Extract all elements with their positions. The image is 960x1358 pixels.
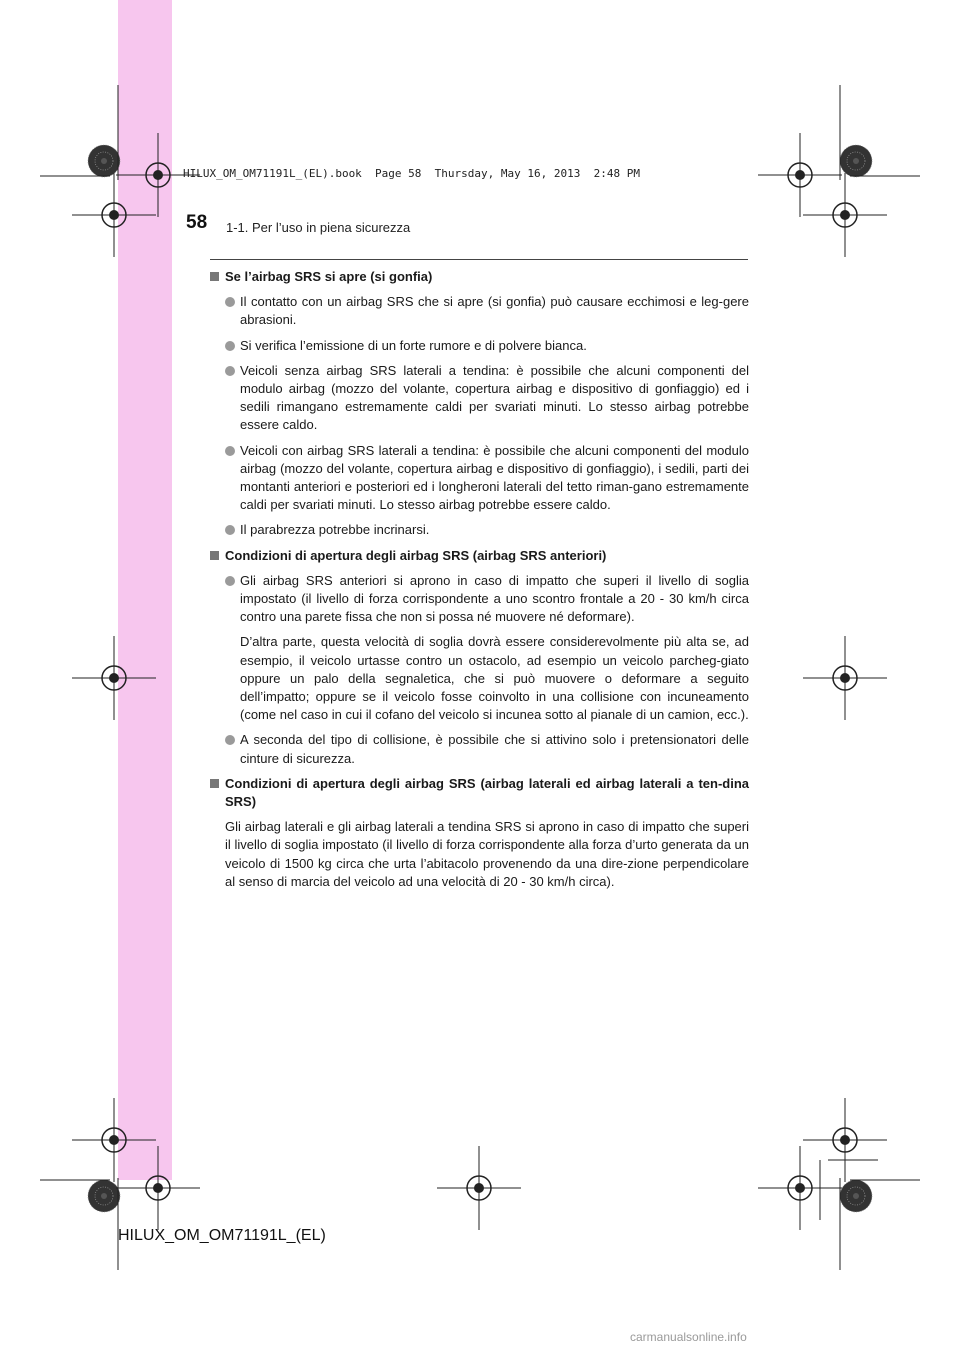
crosshair-icon [437,1146,521,1230]
list-item: Il contatto con un airbag SRS che si apre (si gonfia) può causare ecchimosi e leg-gere abrasioni. [225,293,749,329]
crosshair-icon [758,133,842,217]
crosshair-icon [758,1146,842,1230]
round-bullet-icon [225,525,235,535]
square-bullet-icon [210,551,219,560]
section-heading: Condizioni di apertura degli airbag SRS (airbag laterali ed airbag laterali a ten-dina SRS) [210,775,749,811]
crosshair-icon [803,173,887,257]
running-head: 1-1. Per l’uso in piena sicurezza [226,220,411,235]
round-bullet-icon [225,297,235,307]
section-heading: Se l’airbag SRS si apre (si gonfia) [210,268,749,286]
page-number: 58 [186,212,208,233]
list-item: A seconda del tipo di collisione, è possibile che si attivino solo i pretensionatori delle cinture di sicurezza. [225,731,749,767]
crosshair-icon [72,173,156,257]
list-item-continuation: D’altra parte, questa velocità di soglia dovrà essere considerevolmente più alta se, ad esempio, il veicolo urtasse contro un ostacolo, ad esempio un veicolo parcheg-giato oppure un palo della segnaletica, che si può muovere o deformare a seguito dell’impatto; oppure se il veicolo fosse coinvolto in una collisione con incuneamento (come nel caso in cui il cofano del veicolo si incunea sotto al pianale di un camion, ecc.). [240,634,749,723]
list-item: Il parabrezza potrebbe incrinarsi. [225,521,749,539]
round-bullet-icon [225,341,235,351]
list-item: Veicoli senza airbag SRS laterali a tendina: è possibile che alcuni componenti del modulo airbag (mozzo del volante, copertura airbag e dispositivo di gonfiaggio) ed i sedili rimangano estremamente caldi per svariati minuti. Lo stesso airbag potrebbe essere caldo. [225,362,749,435]
footer-code: HILUX_OM_OM71191L_(EL) [118,1227,326,1244]
list-item: Gli airbag SRS anteriori si aprono in caso di impatto che superi il livello di soglia impostato (il livello di forza corrispondente a uno scontro frontale a 20 - 30 km/h circa contro una parete fissa che non si possa né muovere né deformare). [225,572,749,627]
print-stamp: HILUX_OM_OM71191L_(EL).book Page 58 Thursday, May 16, 2013 2:48 PM [183,167,640,180]
registration-wheel-icon [840,145,872,177]
header-rule [210,259,748,260]
round-bullet-icon [225,576,235,586]
list-item: Veicoli con airbag SRS laterali a tendina: è possibile che alcuni componenti del modulo airbag (mozzo del volante, copertura airbag e dispositivo di gonfiaggio), i sedili, parti dei montanti anteriori e posteriori ed i longheroni laterali del tetto riman-gano estremamente caldi per svariati minuti. Lo stesso airbag potrebbe essere caldo. [225,442,749,515]
round-bullet-icon [225,446,235,456]
square-bullet-icon [210,272,219,281]
crosshair-icon [803,636,887,720]
section-paragraph: Gli airbag laterali e gli airbag laterali a tendina SRS si aprono in caso di impatto che superi il livello di soglia impostato (il livello di forza corrispondente alla forza d’urto generata da un veicolo di 1500 kg circa che urta l’abitacolo provenendo da una dire-zione perpendicolare al senso di marcia del veicolo ad una velocità di 20 - 30 km/h circa). [225,819,749,889]
watermark: carmanualsonline.info [630,1330,747,1344]
crosshair-icon [803,1098,887,1182]
round-bullet-icon [225,735,235,745]
registration-wheel-icon [88,145,120,177]
registration-wheel-icon [88,1180,120,1212]
crosshair-icon [72,1098,156,1182]
section-heading: Condizioni di apertura degli airbag SRS (airbag SRS anteriori) [210,547,749,565]
crosshair-icon [116,1146,200,1230]
crosshair-icon [72,636,156,720]
registration-wheel-icon [840,1180,872,1212]
round-bullet-icon [225,366,235,376]
list-item: Si verifica l’emissione di un forte rumore e di polvere bianca. [225,337,749,355]
page-body [210,268,749,891]
square-bullet-icon [210,779,219,788]
